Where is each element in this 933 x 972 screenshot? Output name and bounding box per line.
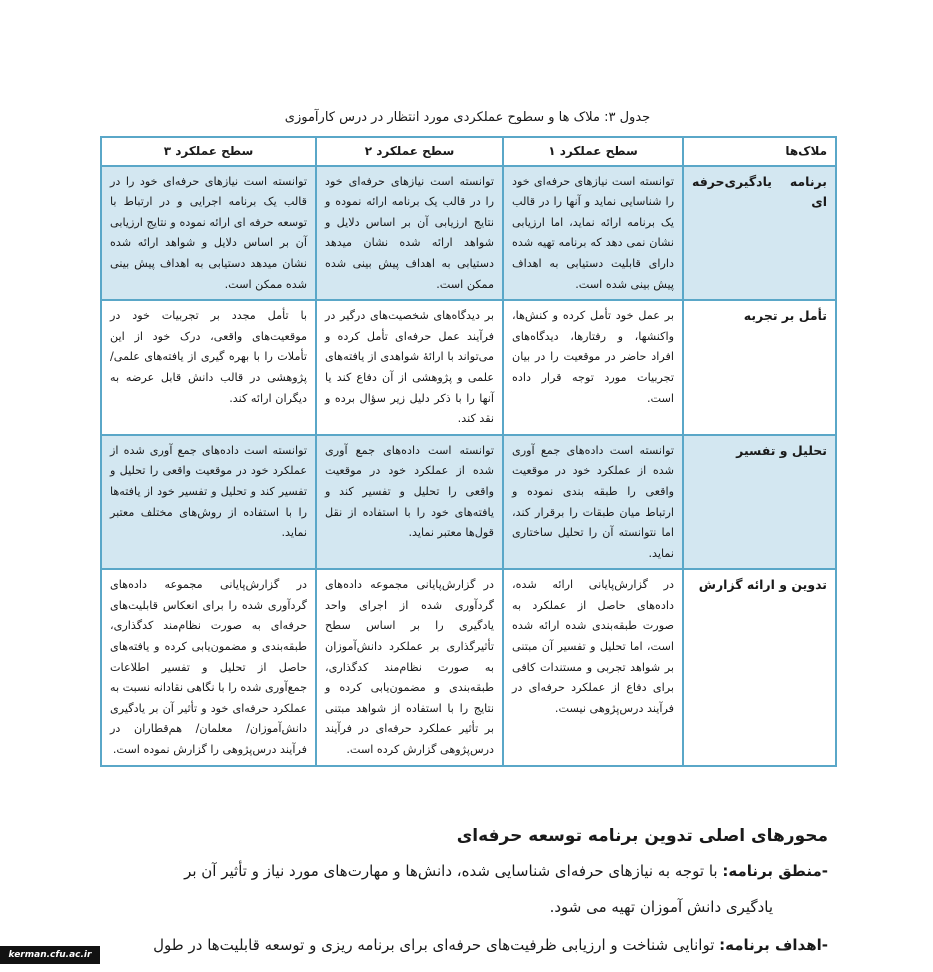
header-level-2: سطح عملکرد ۲ <box>316 137 503 166</box>
level-3-cell: در گزارش‌پایانی مجموعه داده‌های گردآوری شده را برای انعکاس قابلیت‌های حرفه‌ای به صورت نظام‌مند کدگذاری، طبقه‌بندی و مضمون‌یابی کرده و یافته‌های حاصل از تحلیل و تفسیر اطلاعات جمع‌آوری شده را با نگاهی نقادانه نسبت به عملکرد حرفه‌ای خود و تأثیر آن بر یادگیری دانش‌آموزان/ معلمان/ هم‌قطاران در فرآیند درس‌پژوهی را گزارش نموده است. <box>101 569 316 765</box>
paragraph-label: -منطق برنامه: <box>722 862 828 880</box>
criterion-cell: تدوین و ارائه گزارش <box>683 569 836 765</box>
criterion-cell: تأمل بر تجربه <box>683 300 836 435</box>
table-row <box>101 569 836 765</box>
table-header-row <box>101 137 836 166</box>
paragraph-program-rationale <box>184 862 828 880</box>
level-2-cell: بر دیدگاه‌های شخصیت‌های درگیر در فرآیند عمل حرفه‌ای تأمل کرده و می‌تواند با ارائهٔ شواهدی از یافته‌های علمی و پژوهشی از آن دفاع کند یا آنها را با ذکر دلیل زیر سؤال برده و نقد کند. <box>316 300 503 435</box>
site-watermark: kerman.cfu.ac.ir <box>0 946 100 964</box>
criterion-cell: برنامه یادگیری‌حرفه ای <box>683 166 836 301</box>
paragraph-text: با توجه به نیازهای حرفه‌ای شناسایی شده، دانش‌ها و مهارت‌های مورد نیاز و تأثیر آن بر <box>184 862 723 880</box>
header-level-1: سطح عملکرد ۱ <box>503 137 683 166</box>
section-heading: محورهای اصلی تدوین برنامه توسعه حرفه‌ای <box>456 826 828 846</box>
level-1-cell: در گزارش‌پایانی ارائه شده، داده‌های حاصل از عملکرد به صورت طبقه‌بندی شده ارائه شده است، اما تحلیل و تفسیر آن مبتنی بر شواهد تجربی و مستندات کافی برای دفاع از عملکرد حرفه‌ای در فرآیند درس‌پژوهی نیست. <box>503 569 683 765</box>
criterion-cell: تحلیل و تفسیر <box>683 435 836 570</box>
level-3-cell: توانسته است نیازهای حرفه‌ای خود را در قالب یک برنامه اجرایی و در ارتباط با توسعه حرفه ای ارائه نموده و نتایج ارزیابی آن بر اساس دلایل و شواهد ارائه شده نشان میدهد دستیابی به اهداف پیش بینی شده ممکن است. <box>101 166 316 301</box>
header-level-3: سطح عملکرد ۳ <box>101 137 316 166</box>
level-3-cell: توانسته است داده‌های جمع آوری شده از عملکرد خود در موقعیت واقعی را تحلیل و تفسیر کند و تحلیل و تفسیر خود از یافته‌ها را با استفاده از روش‌های مختلف معتبر نماید. <box>101 435 316 570</box>
paragraph-program-goals <box>153 936 828 954</box>
table-caption: جدول ۳: ملاک ها و سطوح عملکردی مورد انتظار در درس کارآموزی <box>284 110 651 125</box>
paragraph-continuation: یادگیری دانش آموزان تهیه می شود. <box>549 898 773 916</box>
table-row <box>101 435 836 570</box>
table-row <box>101 166 836 301</box>
level-1-cell: توانسته است داده‌های جمع آوری شده از عملکرد خود در موقعیت واقعی را طبقه بندی نموده و ارتباط میان طبقات را برقرار کند، اما نتوانسته آن را تحلیل ساختاری نماید. <box>503 435 683 570</box>
header-criteria: ملاک‌ها <box>683 137 836 166</box>
table-row <box>101 300 836 435</box>
level-1-cell: بر عمل خود تأمل کرده و کنش‌ها، واکنشها، و رفتارها، دیدگاه‌های افراد حاضر در موقعیت را در بیان تجربیات مورد توجه قرار داده است. <box>503 300 683 435</box>
paragraph-label: -اهداف برنامه: <box>719 936 828 954</box>
paragraph-text: توانایی شناخت و ارزیابی ظرفیت‌های حرفه‌ای برای برنامه ریزی و توسعه قابلیت‌ها در طول <box>153 936 720 954</box>
level-3-cell: با تأمل مجدد بر تجربیات خود در موقعیت‌های واقعی، درک خود از این تأملات را با بهره گیری از یافته‌های علمی/ پژوهشی در قالب دانش قابل عرضه به دیگران ارائه کند. <box>101 300 316 435</box>
level-2-cell: در گزارش‌پایانی مجموعه داده‌های گردآوری شده از اجرای واحد یادگیری را بر اساس سطح تأثیرگذاری بر عملکرد دانش‌آموزان به صورت نظام‌مند کدگذاری، طبقه‌بندی و مضمون‌یابی کرده و نتایج را با استفاده از شواهد مبتنی بر تأثیر عملکرد حرفه‌ای در فرآیند درس‌پژوهی گزارش کرده است. <box>316 569 503 765</box>
level-2-cell: توانسته است داده‌های جمع آوری شده از عملکرد خود در موقعیت واقعی را تحلیل و تفسیر کند و یافته‌های خود را با استفاده از نقل قول‌ها معتبر نماید. <box>316 435 503 570</box>
rubric-table <box>100 136 837 767</box>
level-1-cell: توانسته است نیازهای حرفه‌ای خود را شناسایی نماید و آنها را در قالب یک برنامه ارائه نماید، اما ارزیابی نشان نمی دهد که برنامه تهیه شده دارای قابلیت دستیابی به اهداف پیش بینی شده است. <box>503 166 683 301</box>
level-2-cell: توانسته است نیازهای حرفه‌ای خود را در قالب یک برنامه ارائه نموده و نتایج ارزیابی آن بر اساس دلایل و شواهد ارائه شده نشان میدهد دستیابی به اهداف پیش بینی شده ممکن است. <box>316 166 503 301</box>
